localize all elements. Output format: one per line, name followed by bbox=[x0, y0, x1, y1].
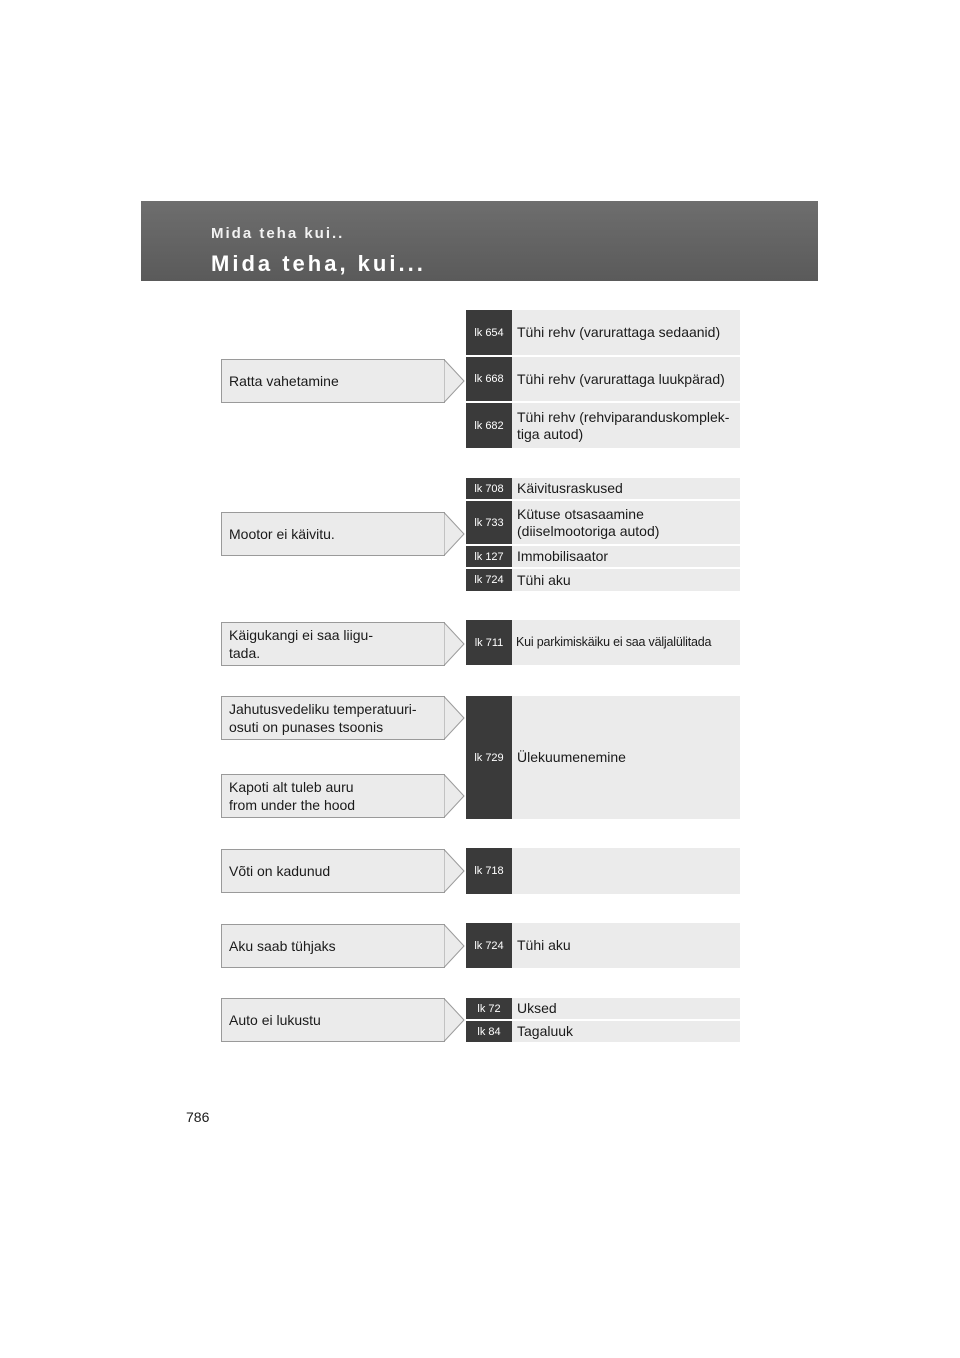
problem-label: Auto ei lukustu bbox=[229, 1012, 321, 1028]
arrow-tip-icon bbox=[444, 512, 468, 556]
arrow-tip-icon bbox=[444, 696, 468, 740]
page-ref-badge[interactable]: lk 654 bbox=[466, 310, 512, 355]
ref-description: Kui parkimiskäiku ei saa väljalülitada bbox=[512, 620, 740, 665]
problem-box-gear-lever-stuck bbox=[221, 622, 445, 666]
ref-description: Kütuse otsasaamine (diiselmootoriga autod) bbox=[512, 501, 740, 544]
page-ref-badge[interactable]: lk 711 bbox=[466, 620, 512, 665]
problem-label: Mootor ei käivitu. bbox=[229, 526, 335, 542]
page-title: Mida teha, kui... bbox=[211, 251, 426, 276]
problem-label: Ratta vahetamine bbox=[229, 373, 339, 389]
arrow-tip-icon bbox=[444, 849, 468, 893]
arrow-tip-icon bbox=[444, 924, 468, 968]
problem-label: Käigukangi ei saa liigu- tada. bbox=[229, 627, 373, 661]
problem-box-lost-key bbox=[221, 849, 445, 893]
problem-label: Jahutusvedeliku temperatuuri- osuti on punases tsoonis bbox=[229, 701, 417, 735]
ref-description bbox=[512, 848, 740, 894]
problem-label: Aku saab tühjaks bbox=[229, 938, 336, 954]
problem-box-car-wont-lock bbox=[221, 998, 445, 1042]
ref-description: Käivitusraskused bbox=[512, 478, 740, 499]
page-ref-badge[interactable]: lk 733 bbox=[466, 501, 512, 544]
arrow-tip-icon bbox=[444, 998, 468, 1042]
arrow-tip-icon bbox=[444, 359, 468, 403]
page-ref-badge[interactable]: lk 682 bbox=[466, 403, 512, 448]
problem-box-steam-from-hood bbox=[221, 774, 445, 818]
page-ref-badge[interactable]: lk 127 bbox=[466, 546, 512, 567]
arrow-tip-icon bbox=[444, 774, 468, 818]
ref-description: Tühi rehv (varurattaga luukpärad) bbox=[512, 357, 740, 401]
page-ref-badge[interactable]: lk 729 bbox=[466, 696, 512, 819]
problem-box-wheel-change bbox=[221, 359, 445, 403]
page-ref-badge[interactable]: lk 84 bbox=[466, 1021, 512, 1042]
page-number: 786 bbox=[186, 1109, 210, 1125]
ref-description: Tagaluuk bbox=[512, 1021, 740, 1042]
page-ref-badge[interactable]: lk 718 bbox=[466, 848, 512, 894]
section-header bbox=[141, 201, 818, 281]
ref-description: Tühi aku bbox=[512, 923, 740, 968]
page-ref-badge[interactable]: lk 724 bbox=[466, 569, 512, 591]
page-ref-badge[interactable]: lk 72 bbox=[466, 998, 512, 1019]
problem-label: Kapoti alt tuleb auru from under the hood bbox=[229, 779, 356, 813]
ref-description: Ülekuumenemine bbox=[512, 696, 740, 819]
problem-box-engine-wont-start bbox=[221, 512, 445, 556]
ref-description: Uksed bbox=[512, 998, 740, 1019]
problem-box-battery-discharged bbox=[221, 924, 445, 968]
ref-description: Immobilisaator bbox=[512, 546, 740, 567]
ref-description: Tühi aku bbox=[512, 569, 740, 591]
arrow-tip-icon bbox=[444, 622, 468, 666]
problem-label: Võti on kadunud bbox=[229, 863, 331, 879]
section-subtitle: Mida teha kui.. bbox=[211, 225, 345, 242]
problem-box-coolant-temp-red bbox=[221, 696, 445, 740]
ref-description: Tühi rehv (rehviparanduskomplek- tiga autod) bbox=[512, 403, 740, 448]
ref-description: Tühi rehv (varurattaga sedaanid) bbox=[512, 310, 740, 355]
page-ref-badge[interactable]: lk 724 bbox=[466, 923, 512, 968]
page-ref-badge[interactable]: lk 708 bbox=[466, 478, 512, 499]
page-ref-badge[interactable]: lk 668 bbox=[466, 357, 512, 401]
